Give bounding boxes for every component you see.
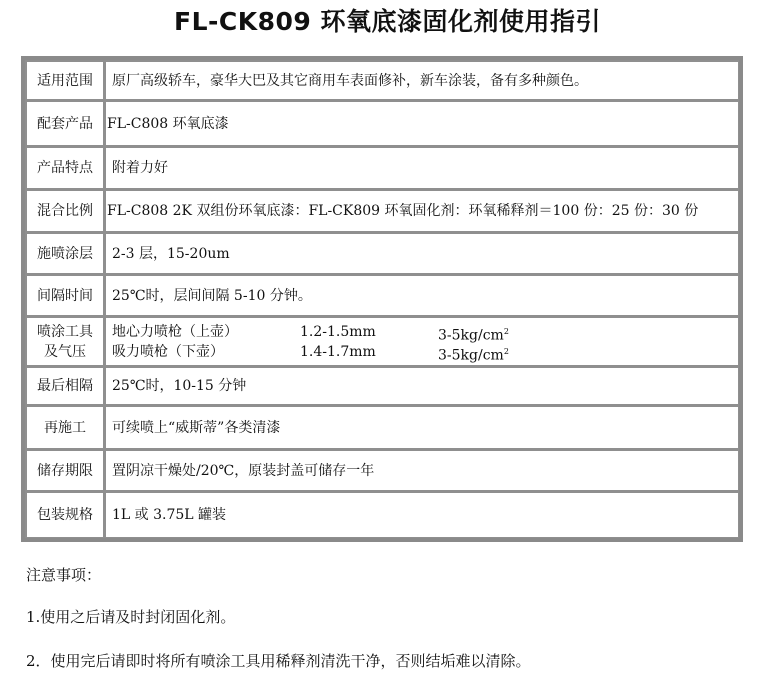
row-label — [25, 316, 104, 366]
row-value: 25℃时，10-15 分钟 — [104, 366, 739, 405]
row-label: 间隔时间 — [25, 274, 104, 316]
row-label: 产品特点 — [25, 146, 104, 189]
spray-pressure-value: 3-5kg/cm — [438, 347, 504, 364]
row-label: 适用范围 — [25, 60, 104, 100]
spray-pressure-exponent: 2 — [503, 346, 509, 356]
spray-nozzle: 1.2-1.5mm — [300, 323, 376, 340]
row-value: 置阴凉干燥处/20℃，原装封盖可储存一年 — [104, 449, 739, 491]
row-value: FL-C808 环氧底漆 — [104, 100, 739, 146]
row-value: 原厂高级轿车，豪华大巴及其它商用车表面修补，新车涂装，备有多种颜色。 — [104, 60, 739, 100]
row-label: 包装规格 — [25, 491, 104, 538]
row-label: 混合比例 — [25, 189, 104, 232]
row-value: 可续喷上“威斯蒂”各类清漆 — [104, 405, 739, 449]
table-row — [25, 189, 739, 232]
table-row — [25, 232, 739, 274]
row-label: 储存期限 — [25, 449, 104, 491]
row-value: 附着力好 — [104, 146, 739, 189]
row-value: 2-3 层，15-20um — [104, 232, 739, 274]
row-label: 配套产品 — [25, 100, 104, 146]
row-label: 施喷涂层 — [25, 232, 104, 274]
row-value: 25℃时，层间间隔 5-10 分钟。 — [104, 274, 739, 316]
spray-gun: 地心力喷枪（上壶） — [112, 323, 238, 340]
row-value: FL-C808 2K 双组份环氧底漆：FL-CK809 环氧固化剂：环氧稀释剂＝100 份：25 份：30 份 — [104, 189, 739, 232]
spray-item — [106, 322, 738, 342]
row-value: 1L 或 3.75L 罐装 — [104, 491, 739, 538]
spec-table — [25, 60, 739, 538]
spray-label-line: 及气压 — [44, 343, 86, 360]
note-item: 1.使用之后请及时封闭固化剂。 — [26, 608, 236, 626]
row-label: 最后相隔 — [25, 366, 104, 405]
table-row — [25, 60, 739, 100]
note-item: 2．使用完后请即时将所有喷涂工具用稀释剂清洗干净，否则结垢难以清除。 — [26, 652, 531, 670]
table-row — [25, 366, 739, 405]
document-title: FL-CK809 环氧底漆固化剂使用指引 — [174, 7, 601, 36]
table-row — [25, 274, 739, 316]
table-row — [25, 449, 739, 491]
table-row — [25, 405, 739, 449]
spray-pressure — [438, 322, 558, 342]
spray-pressure-exponent: 2 — [503, 326, 509, 336]
spray-pressure — [438, 342, 558, 362]
row-value — [104, 316, 739, 366]
table-row — [25, 100, 739, 146]
spray-nozzle: 1.4-1.7mm — [300, 343, 376, 360]
notes-heading: 注意事项： — [26, 566, 102, 584]
spec-table-frame — [21, 56, 743, 542]
spray-gun: 吸力喷枪（下壶） — [112, 343, 224, 360]
spray-item — [106, 342, 738, 362]
table-row — [25, 491, 739, 538]
spray-pressure-value: 3-5kg/cm — [438, 327, 504, 344]
row-label: 再施工 — [25, 405, 104, 449]
table-row — [25, 146, 739, 189]
table-row — [25, 316, 739, 366]
spray-label-line: 喷涂工具 — [37, 323, 93, 340]
